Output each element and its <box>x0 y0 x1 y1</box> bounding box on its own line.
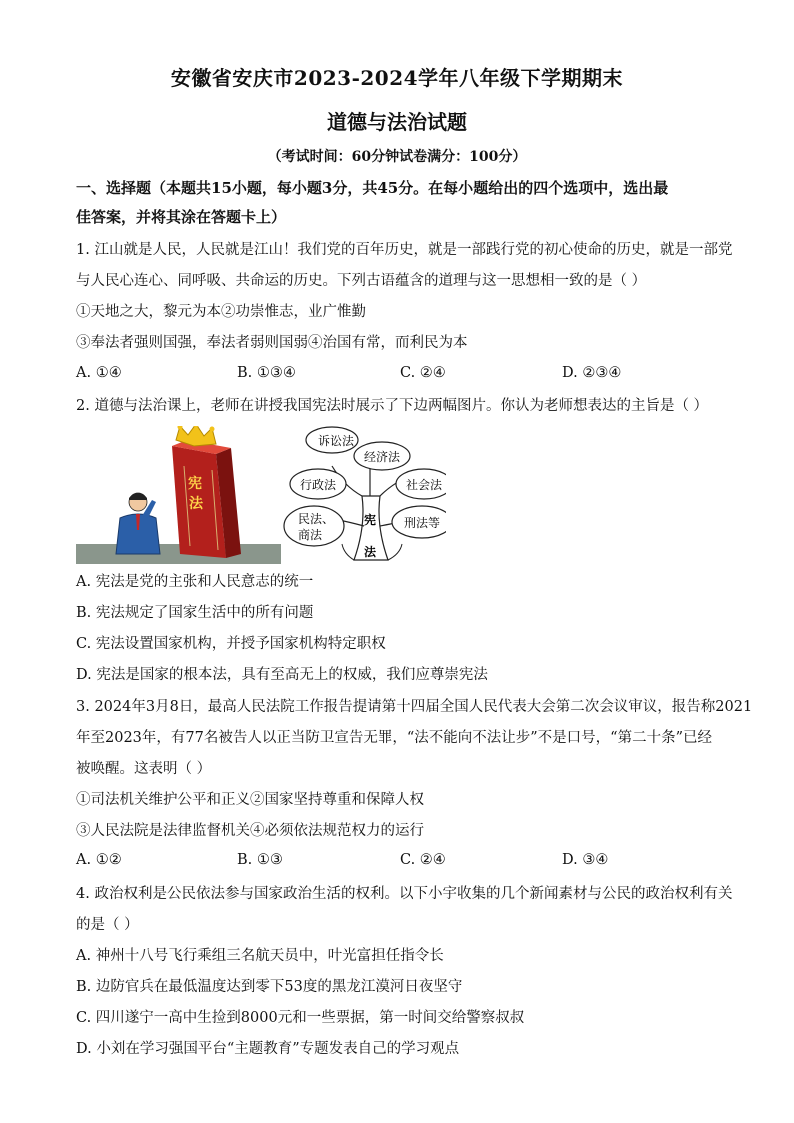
book-label-1: 宪 <box>188 476 202 492</box>
branch-litigation: 诉讼法 <box>318 434 355 448</box>
section-heading: 一、选择题（本题共15小题，每小题3分，共45分。在每小题给出的四个选项中，选出最 <box>76 179 669 197</box>
q3-items: ①司法机关维护公平和正义②国家坚持尊重和保障人权 <box>76 792 424 808</box>
q3-option-c[interactable]: C. ②④ <box>400 852 446 868</box>
q4-stem: 4. 政治权利是公民依法参与国家政治生活的权利。以下小宇收集的几个新闻素材与公民的政治权利有关 <box>76 886 733 902</box>
q3-option-b[interactable]: B. ①③ <box>237 852 283 868</box>
branch-civil: 民法、 <box>298 512 335 526</box>
q2-stem: 2. 道德与法治课上，老师在讲授我国宪法时展示了下边两幅图片。你认为老师想表达的主旨是（ ） <box>76 398 709 414</box>
q1-items-cont: ③奉法者强则国强，奉法者弱则国弱④治国有常，而利民为本 <box>76 335 468 351</box>
q4-option-a[interactable]: A. 神州十八号飞行乘组三名航天员中，叶光富担任指令长 <box>76 948 444 964</box>
q2-option-a[interactable]: A. 宪法是党的主张和人民意志的统一 <box>76 574 314 590</box>
exam-info: （考试时间：60分钟试卷满分：100分） <box>267 149 527 165</box>
exam-title: 安徽省安庆市2023-2024学年八年级下学期期末 <box>170 66 624 90</box>
q3-items-cont: ③人民法院是法律监督机关④必须依法规范权力的运行 <box>76 823 424 839</box>
q1-items: ①天地之大，黎元为本②功崇惟志，业广惟勤 <box>76 304 366 320</box>
q1-option-d[interactable]: D. ②③④ <box>562 365 622 381</box>
branch-criminal: 刑法等 <box>404 516 441 530</box>
q2-option-c[interactable]: C. 宪法设置国家机构，并授予国家机构特定职权 <box>76 636 386 652</box>
constitution-book-image <box>76 426 281 564</box>
q3-options <box>76 852 726 872</box>
trunk-label: 宪 <box>364 513 377 527</box>
branch-social: 社会法 <box>406 478 443 492</box>
q1-option-c[interactable]: C. ②④ <box>400 365 446 381</box>
q4-option-d[interactable]: D. 小刘在学习强国平台“主题教育”专题发表自己的学习观点 <box>76 1041 460 1057</box>
q1-stem: 1. 江山就是人民，人民就是江山！我们党的百年历史，就是一部践行党的初心使命的历史，就是一部党 <box>76 242 733 258</box>
q3-option-a[interactable]: A. ①② <box>76 852 122 868</box>
branch-administrative: 行政法 <box>300 478 337 492</box>
root-label: 法 <box>364 545 377 559</box>
q2-option-b[interactable]: B. 宪法规定了国家生活中的所有问题 <box>76 605 314 621</box>
q1-option-a[interactable]: A. ①④ <box>76 365 122 381</box>
q1-options <box>76 365 726 385</box>
q3-option-d[interactable]: D. ③④ <box>562 852 609 868</box>
q4-option-c[interactable]: C. 四川遂宁一高中生捡到8000元和一些票据，第一时间交给警察叔叔 <box>76 1010 525 1026</box>
exam-subject: 道德与法治试题 <box>327 110 467 134</box>
book-label-2: 法 <box>189 496 203 512</box>
branch-economic: 经济法 <box>364 450 401 464</box>
q3-stem-cont2: 被唤醒。这表明（ ） <box>76 761 212 777</box>
q4-option-b[interactable]: B. 边防官兵在最低温度达到零下53度的黑龙江漠河日夜坚守 <box>76 979 463 995</box>
q2-option-d[interactable]: D. 宪法是国家的根本法，具有至高无上的权威，我们应尊崇宪法 <box>76 667 488 683</box>
legal-system-tree <box>284 427 446 560</box>
q3-stem: 3. 2024年3月8日，最高人民法院工作报告提请第十四届全国人民代表大会第二次会议审议，报告称2021 <box>76 699 753 715</box>
q1-stem-cont: 与人民心连心、同呼吸、共命运的历史。下列古语蕴含的道理与这一思想相一致的是（ ） <box>76 273 647 289</box>
section-heading-cont: 佳答案，并将其涂在答题卡上） <box>76 208 287 226</box>
q1-option-b[interactable]: B. ①③④ <box>237 365 296 381</box>
branch-commercial: 商法 <box>298 528 323 542</box>
q2-figure <box>76 426 446 564</box>
q4-stem-cont: 的是（ ） <box>76 917 139 933</box>
q3-stem-cont: 年至2023年，有77名被告人以正当防卫宣告无罪，“法不能向不法让步”不是口号，“第二十条”已经 <box>76 730 712 746</box>
